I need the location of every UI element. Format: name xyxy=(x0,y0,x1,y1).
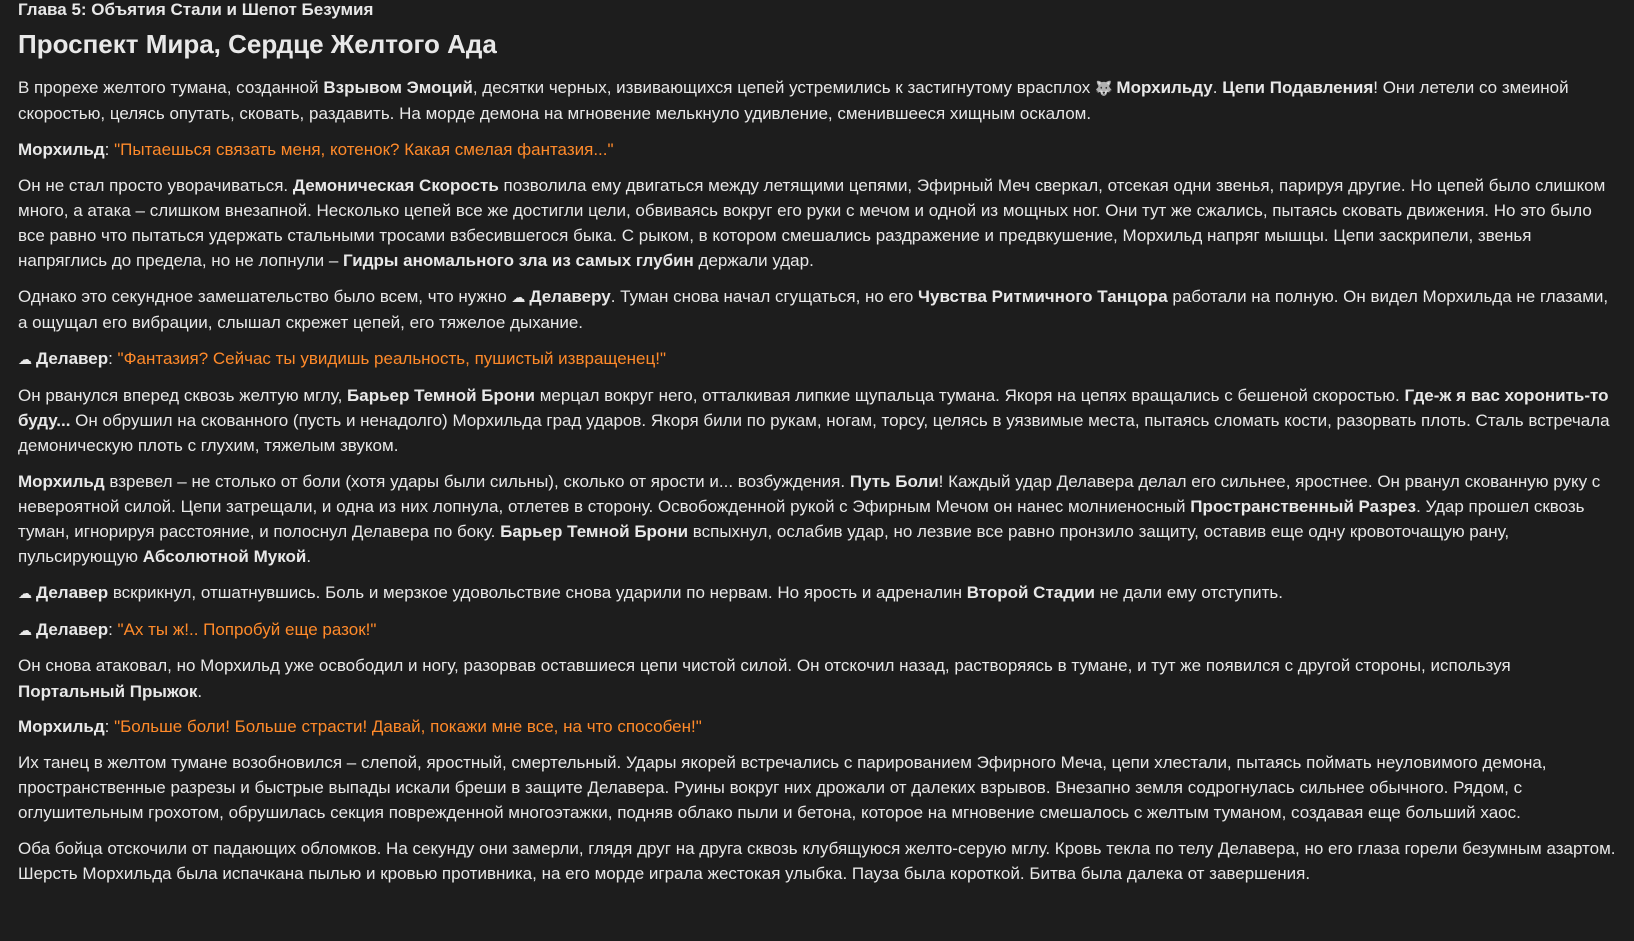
text: работали на полную. Он видел Морхильда не глазами, а ощущал его вибрации, слышал скрежет цепей, его тяжелое дыхание. xyxy=(18,286,1609,333)
bold-term: Абсолютной Мукой xyxy=(142,547,307,567)
bold-term: Путь Боли xyxy=(849,471,939,491)
text: . xyxy=(306,547,312,567)
text: . Туман снова начал сгущаться, но его xyxy=(610,286,919,306)
text: . Удар прошел сквозь туман, игнорируя расстояние, и полоснул Делавера по боку. xyxy=(18,496,1585,542)
bold-name: Морхильду xyxy=(1116,78,1213,97)
bold-term: Барьер Темной Брони xyxy=(500,522,689,542)
colon: : xyxy=(104,139,115,159)
text: Он обрушил на скованного (пусть и ненадолго) Морхильда град ударов. Якоря били по рукам, ногам, торсу, целясь в уязвимые места, пытаясь сломать кости, разорвать плоть. Сталь встречала демоническую плоть с глухим, тяжелым звуком. xyxy=(18,410,1610,455)
colon: : xyxy=(108,619,118,639)
dialogue-quote: "Фантазия? Сейчас ты увидишь реальность, пушистый извращенец!" xyxy=(117,348,666,368)
page-title: Проспект Мира, Сердце Желтого Ада xyxy=(18,29,497,59)
text: ! Каждый удар Делавера делал его сильнее, яростнее. Он рванул скованную руку с невероятной силой. Цепи затрещали, и одна из них лопнула, отлетев в сторону. Освобожденной рукой с Эфирным Мечом он нанес молниеносный xyxy=(18,471,1601,516)
text: В прорехе желтого тумана, созданной xyxy=(18,78,324,97)
speaker-name: Морхильд xyxy=(18,139,105,159)
text: ! Они летели со змеиной скоростью, целясь опутать, сковать, раздавить. На морде демона на мгновение мелькнуло удивление, сменившееся хищным оскалом. xyxy=(18,78,1569,124)
paragraph-1 xyxy=(18,75,1616,126)
bold-name: Делавер xyxy=(36,582,109,602)
wolf-icon: 🐺 xyxy=(1094,80,1113,96)
text: Он рванулся вперед сквозь желтую мглу, xyxy=(18,385,348,405)
bold-thought: Где-ж я вас хоронить-то буду... xyxy=(18,385,1609,430)
text: вспыхнул, ослабив удар, но лезвие все равно пронзило защиту, оставив еще одну кровоточащую рану, пульсирующую xyxy=(18,522,1510,567)
chapter-heading: Глава 5: Объятия Стали и Шепот Безумия xyxy=(18,0,374,19)
paragraph-4 xyxy=(18,284,1616,335)
cloud-icon: ☁ xyxy=(18,584,32,601)
dialogue-morhild-2 xyxy=(18,714,1616,739)
cloud-icon: ☁ xyxy=(18,350,32,367)
dialogue-quote: "Ах ты ж!.. Попробуй еще разок!" xyxy=(117,619,377,639)
cloud-icon: ☁ xyxy=(18,621,32,638)
paragraph-13: Оба бойца отскочили от падающих обломков. На секунду они замерли, глядя друг на друга сквозь клубящуюся желто-серую мглу. Кровь текла по телу Делавера, но его глаза горели безумным азартом. Шерсть Морхильда была испачкана пылью и кровью противника, на его морде играла жестокая улыбка. Пауза была короткой. Битва была далека от завершения. xyxy=(18,839,1616,884)
colon: : xyxy=(104,717,115,737)
dialogue-morhild-1 xyxy=(18,137,1616,162)
dialogue-quote: "Больше боли! Больше страсти! Давай, покажи мне все, на что способен!" xyxy=(114,717,702,737)
dialogue-delaver-2 xyxy=(18,617,1616,643)
cloud-icon: ☁ xyxy=(511,288,526,305)
text: не дали ему отступить. xyxy=(1094,582,1284,602)
dialogue-quote: "Пытаешься связать меня, котенок? Какая смелая фантазия..." xyxy=(114,139,614,159)
text: Он снова атаковал, но Морхильд уже освободил и ногу, разорвав оставшиеся цепи чистой силой. Он отскочил назад, растворяясь в тумане, и тут же появился с другой стороны, используя xyxy=(18,656,1511,676)
text: Однако это секундное замешательство было всем, что нужно xyxy=(18,286,512,306)
bold-term: Второй Стадии xyxy=(966,582,1095,602)
bold-name: Делаверу xyxy=(529,286,611,306)
speaker-name: Делавер xyxy=(36,348,109,368)
colon: : xyxy=(108,348,118,368)
bold-term: Чувства Ритмичного Танцора xyxy=(918,286,1168,306)
text: держали удар. xyxy=(693,251,814,271)
paragraph-12: Их танец в желтом тумане возобновился – слепой, яростный, смертельный. Удары якорей встречались с парированием Эфирного Меча, цепи хлестали, пытаясь поймать неуловимого демона, пространственные разрезы и быстрые выпады искали бреши в защите Делавера. Руины вокруг них дрожали от далеких взрывов. Внезапно земля содрогнулась сильнее обычного. Рядом, с оглушительным грохотом, обрушилась секция поврежденной многоэтажки, подняв облако пыли и бетона, которое на мгновение смешалось с желтым туманом, создавая еще больший хаос. xyxy=(18,752,1547,823)
text: Он не стал просто уворачиваться. xyxy=(18,175,293,195)
text: . xyxy=(197,681,203,701)
bold-term: Демоническая Скорость xyxy=(292,175,499,195)
text: . xyxy=(1212,78,1223,97)
bold-term: Барьер Темной Брони xyxy=(347,385,535,405)
paragraph-8 xyxy=(18,580,1616,606)
bold-term: Взрывом Эмоций xyxy=(323,78,473,97)
bold-name: Морхильд xyxy=(18,471,105,491)
bold-term: Гидры аномального зла из самых глубин xyxy=(343,251,694,271)
speaker-name: Делавер xyxy=(36,619,109,639)
text: мерцал вокруг него, отталкивая липкие щупальца тумана. Якоря на цепях вращались с бешеной скоростью. xyxy=(535,385,1405,405)
text: взревел – не столько от боли (хотя удары были сильны), сколько от ярости и... возбуждения. xyxy=(104,471,850,491)
paragraph-6 xyxy=(18,383,1616,459)
paragraph-7 xyxy=(18,469,1616,570)
bold-term: Пространственный Разрез xyxy=(1190,496,1417,516)
bold-term: Портальный Прыжок xyxy=(18,681,198,701)
paragraph-3 xyxy=(18,173,1616,274)
dialogue-delaver-1 xyxy=(18,346,1616,372)
text: вскрикнул, отшатнувшись. Боль и мерзкое удовольствие снова ударили по нервам. Но ярость и адреналин xyxy=(108,582,967,602)
text: , десятки черных, извивающихся цепей устремились к застигнутому врасплох xyxy=(472,78,1095,97)
speaker-name: Морхильд xyxy=(18,717,105,737)
bold-term: Цепи Подавления xyxy=(1222,78,1374,97)
paragraph-10 xyxy=(18,653,1616,703)
text: позволила ему двигаться между летящими цепями, Эфирный Меч сверкал, отсекая одни звенья, парируя другие. Но цепей было слишком много, а атака – слишком внезапной. Несколько цепей все же достигли цели, обвиваясь вокруг его руки с мечом и одной из мощных ног. Они тут же сжались, пытаясь сковать движения. Но это было все равно что пытаться удержать стальными тросами взбесившегося быка. С рыком, в котором смешались раздражение и предвкушение, Морхильд напряг мышцы. Цепи заскрипели, звенья напряглись до предела, но не лопнули – xyxy=(18,175,1606,271)
